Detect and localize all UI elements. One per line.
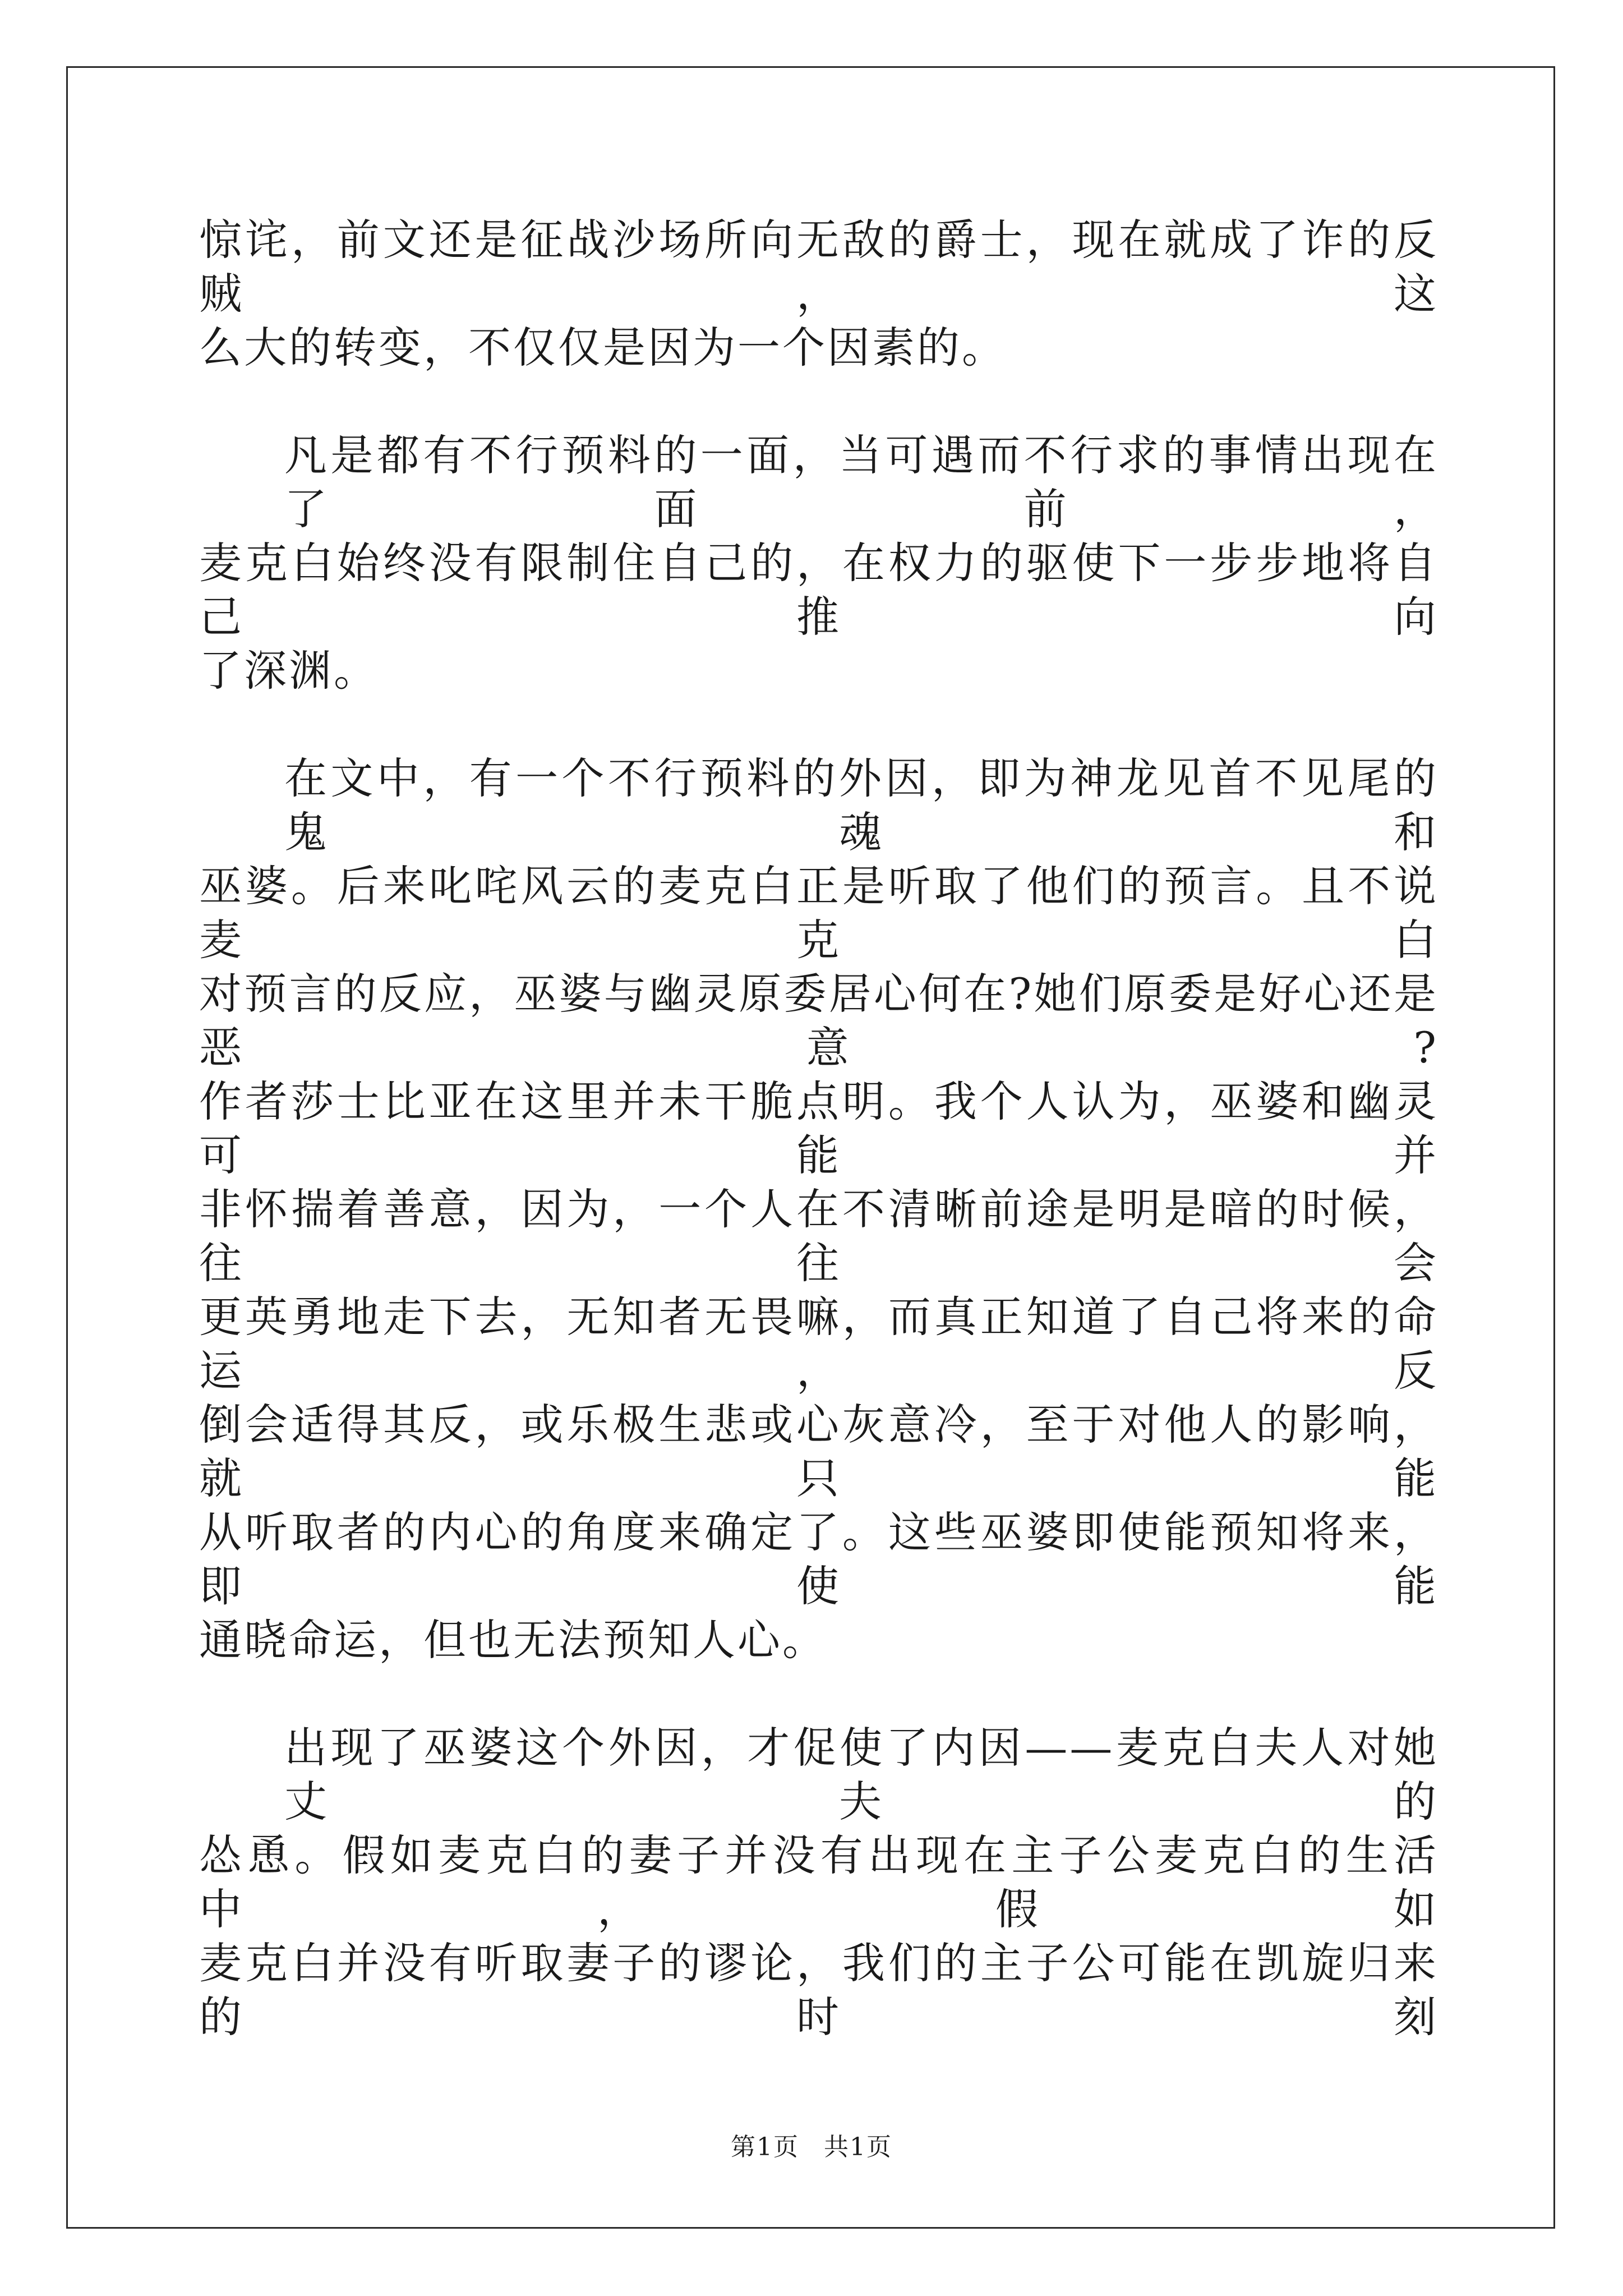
text-line: 更英勇地走下去，无知者无畏嘛，而真正知道了自己将来的命运，反 — [199, 1292, 1438, 1396]
document-body — [199, 213, 1438, 2044]
text-line: 非怀揣着善意，因为，一个人在不清晰前途是明是暗的时候，往往会 — [199, 1184, 1438, 1288]
text-line: 凡是都有不行预料的一面，当可遇而不行求的事情出现在了面前， — [284, 430, 1438, 534]
text-line: 通晓命运，但也无法预知人心。 — [199, 1615, 827, 1665]
text-line: 倒会适得其反，或乐极生悲或心灰意冷，至于对他人的影响，就只能 — [199, 1400, 1438, 1503]
text-line: 出现了巫婆这个外因，才促使了内因——麦克白夫人对她丈夫的 — [284, 1723, 1438, 1826]
text-line: 对预言的反应，巫婆与幽灵原委居心何在?她们原委是好心还是恶意? — [199, 969, 1438, 1073]
text-line: 惊诧，前文还是征战沙场所向无敌的爵士，现在就成了诈的反贼，这 — [199, 215, 1438, 319]
text-line: 麦克白并没有听取妻子的谬论，我们的主子公可能在凯旋归来的时刻 — [199, 1938, 1438, 2042]
text-line: 从听取者的内心的角度来确定了。这些巫婆即使能预知将来，即使能 — [199, 1507, 1438, 1611]
text-line: 怂恿。假如麦克白的妻子并没有出现在主子公麦克白的生活中，假如 — [199, 1830, 1438, 1934]
page-footer — [0, 2132, 1623, 2163]
page-number: 第1页 — [731, 2133, 799, 2161]
text-line: 麦克白始终没有限制住自己的，在权力的驱使下一步步地将自己推向 — [199, 538, 1438, 642]
text-line: 了深渊。 — [199, 646, 379, 696]
text-line: 巫婆。后来叱咤风云的麦克白正是听取了他们的预言。且不说麦克白 — [199, 861, 1438, 965]
text-line: 么大的转变，不仅仅是因为一个因素的。 — [199, 323, 1007, 372]
text-line: 作者莎士比亚在这里并未干脆点明。我个人认为，巫婆和幽灵可能并 — [199, 1076, 1438, 1180]
text-line: 在文中，有一个不行预料的外因，即为神龙见首不见尾的鬼魂和 — [284, 753, 1438, 857]
total-pages: 共1页 — [824, 2133, 892, 2161]
